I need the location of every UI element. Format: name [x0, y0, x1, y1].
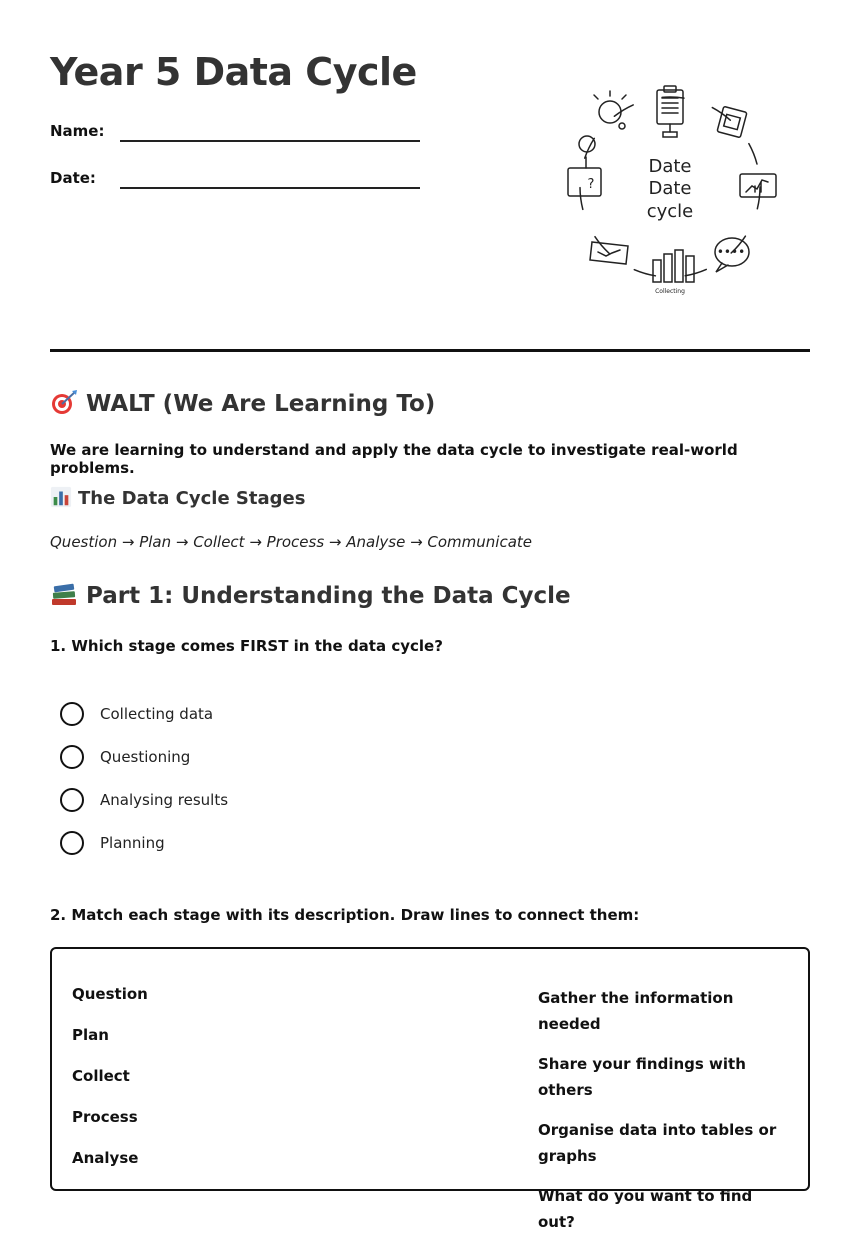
- walt-heading: [50, 389, 435, 417]
- question-2: 2. Match each stage with its description. Draw lines to connect them:: [50, 906, 640, 924]
- logo-caption: Collecting: [655, 288, 685, 295]
- question-card-icon: [568, 136, 601, 196]
- match-stage-item[interactable]: Process: [72, 1108, 138, 1126]
- match-stage-item[interactable]: Collect: [72, 1067, 130, 1085]
- bar-chart-icon: [50, 486, 72, 508]
- part1-heading-text: Part 1: Understanding the Data Cycle: [86, 583, 571, 609]
- logo-text-line1: Date: [648, 156, 692, 177]
- matching-box: [50, 947, 810, 1231]
- match-description-item[interactable]: Share your findings with others: [538, 1055, 746, 1099]
- stage-column: [72, 985, 148, 1190]
- logo-text-line3: cycle: [646, 201, 694, 222]
- target-icon: [50, 389, 78, 415]
- document-icon: [717, 106, 747, 137]
- name-label: Name:: [50, 122, 105, 140]
- name-write-line[interactable]: [120, 140, 420, 142]
- question-mark-glyph: ?: [587, 177, 595, 192]
- radio-button[interactable]: [60, 745, 84, 769]
- books-icon: [50, 581, 78, 607]
- radio-button[interactable]: [60, 831, 84, 855]
- bubble-dots-glyph: ••••: [716, 245, 746, 259]
- date-field: [50, 169, 96, 187]
- option-label: Collecting data: [100, 705, 214, 723]
- chart-icon: [740, 174, 776, 197]
- option-label: Questioning: [100, 748, 191, 766]
- question-1: 1. Which stage comes FIRST in the data cycle?: [50, 637, 443, 655]
- radio-button[interactable]: [60, 702, 84, 726]
- date-label: Date:: [50, 169, 96, 187]
- header-divider: [50, 349, 810, 352]
- match-description-item[interactable]: Organise data into tables or graphs: [538, 1121, 777, 1165]
- name-field: [50, 122, 104, 140]
- walt-heading-text: WALT (We Are Learning To): [86, 391, 436, 417]
- stages-heading: [50, 486, 305, 509]
- logo-text-line2: Date: [648, 178, 692, 199]
- date-write-line[interactable]: [120, 187, 420, 189]
- page-title: Year 5 Data Cycle: [50, 50, 417, 94]
- lightbulb-icon: [594, 91, 626, 129]
- data-cycle-logo: [560, 82, 780, 302]
- q1-option-1[interactable]: [60, 701, 213, 727]
- stages-sequence: Question → Plan → Collect → Process → Analyse → Communicate: [50, 533, 533, 551]
- match-description-item[interactable]: Gather the information needed: [538, 989, 734, 1033]
- q1-option-2[interactable]: [60, 744, 190, 770]
- description-column: [538, 985, 788, 1249]
- option-label: Analysing results: [100, 791, 229, 809]
- match-description-item[interactable]: What do you want to find out?: [538, 1187, 753, 1231]
- match-stage-item[interactable]: Analyse: [72, 1149, 139, 1167]
- walt-statement: We are learning to understand and apply the data cycle to investigate real-world problems.: [50, 441, 738, 477]
- clipboard-icon: [657, 86, 683, 137]
- q1-option-4[interactable]: [60, 830, 165, 856]
- match-stage-item[interactable]: Plan: [72, 1026, 109, 1044]
- q1-option-3[interactable]: [60, 787, 228, 813]
- bar-chart-icon: [653, 250, 694, 282]
- part1-heading: [50, 581, 571, 609]
- match-stage-item[interactable]: Question: [72, 985, 148, 1003]
- radio-button[interactable]: [60, 788, 84, 812]
- stages-heading-text: The Data Cycle Stages: [78, 488, 306, 509]
- option-label: Planning: [100, 834, 165, 852]
